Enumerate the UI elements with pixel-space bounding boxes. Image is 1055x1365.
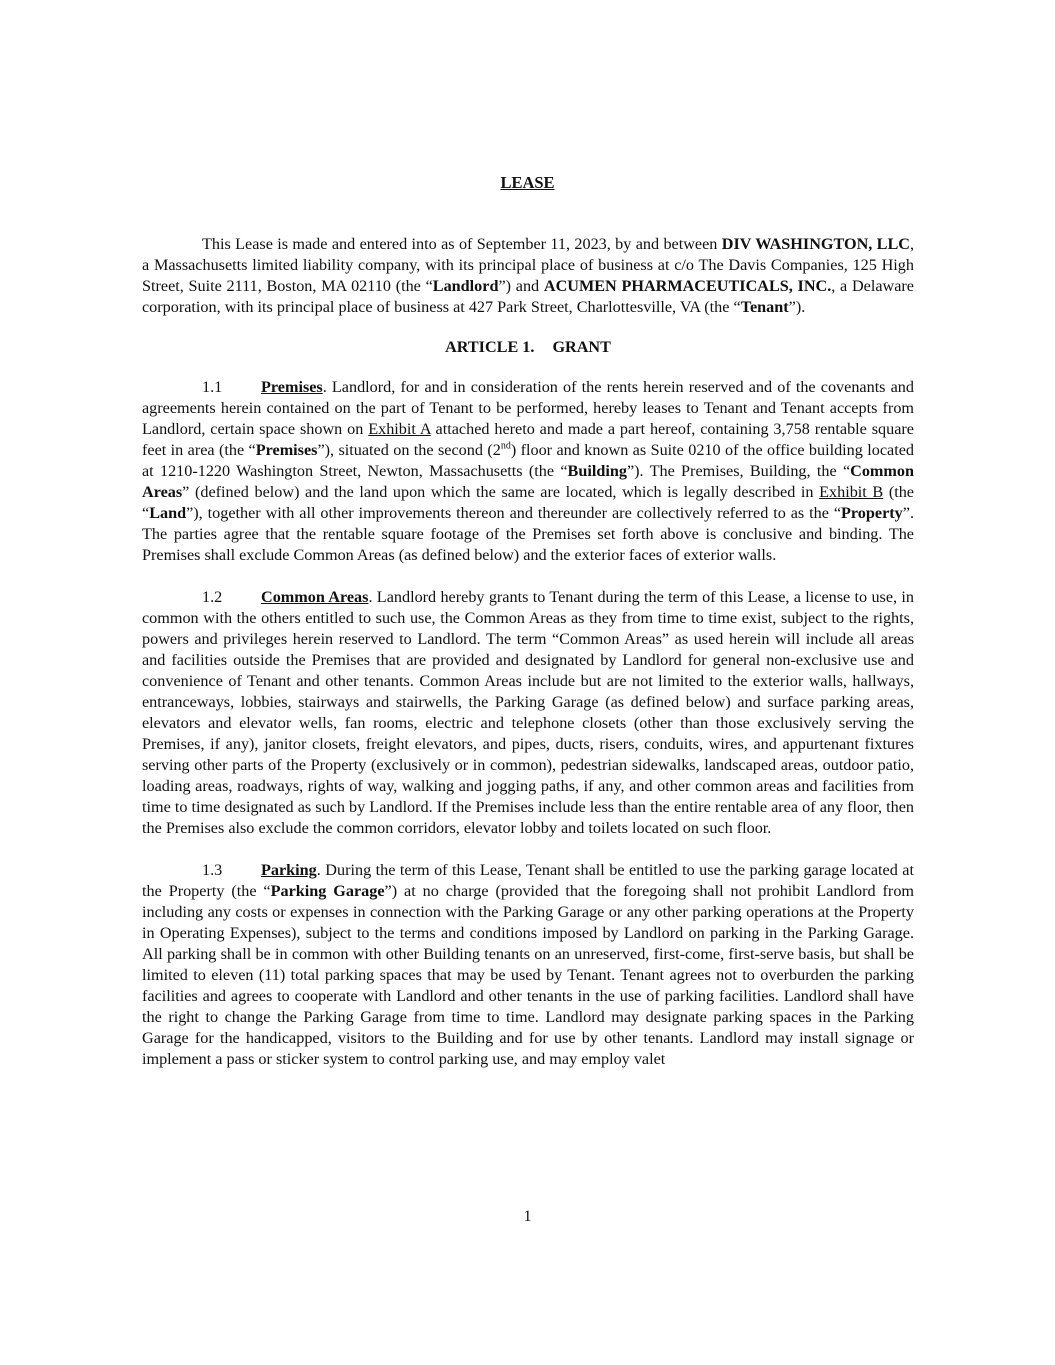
document-body xyxy=(142,234,914,1091)
landlord-name: DIV WASHINGTON, LLC xyxy=(721,235,910,253)
section-1-3 xyxy=(142,860,914,1070)
section-text: . Landlord hereby grants to Tenant during the term of this Lease, a license to use, in common with the others entitled to such use, the Common Areas as they from time to time exist, subject to the rights, powers and privileges herein reserved to Landlord. The term “Common Areas” as used herein will include all areas and facilities outside the Premises that are provided and designated by Landlord for general non-exclusive use and convenience of Tenant and other tenants. Common Areas include but are not limited to the exterior walls, hallways, entranceways, lobbies, stairways and stairwells, the Parking Garage (as defined below) and surface parking areas, elevators and elevator wells, fan rooms, electric and telephone closets (other than those exclusively serving the Premises, if any), janitor closets, freight elevators, and pipes, ducts, risers, conduits, wires, and appurtenant fixtures serving other parts of the Property (exclusively or in common), pedestrian sidewalks, landscaped areas, outdoor patio, loading areas, roadways, rights of way, walking and jogging paths, if any, and other common areas and facilities from time to time designated as such by Landlord. If the Premises include less than the entire rentable area of any floor, then the Premises also exclude the common corridors, elevator lobby and toilets located on such floor. xyxy=(142,588,914,837)
section-text: ” (defined below) and the land upon which the same are located, which is legally described in xyxy=(182,483,820,501)
intro-text: This Lease is made and entered into as of September 11, 2023, by and between xyxy=(202,235,722,253)
exhibit-a-reference: Exhibit A xyxy=(368,420,431,438)
section-text: ”) at no charge (provided that the foregoing shall not prohibit Landlord from including any costs or expenses in connection with the Parking Garage or any other parking operations at the Property in Operating Expenses), subject to the terms and conditions imposed by Landlord on parking in the Parking Garage. All parking shall be in common with other Building tenants on an unreserved, first-come, first-serve basis, but shall be limited to eleven (11) total parking spaces that may be used by Tenant. Tenant agrees not to overburden the parking facilities and agrees to cooperate with Landlord and other tenants in the use of parking facilities. Landlord shall have the right to change the Parking Garage from time to time. Landlord may designate parking spaces in the Parking Garage for the handicapped, visitors to the Building and for use by other tenants. Landlord may install signage or implement a pass or sticker system to control parking use, and may employ valet xyxy=(142,882,915,1068)
section-text: (the “ xyxy=(142,483,914,522)
section-number: 1.2 xyxy=(202,588,223,606)
section-title: Premises xyxy=(261,378,323,396)
intro-paragraph xyxy=(142,234,914,318)
article-name: GRANT xyxy=(552,338,611,356)
section-text: ”), together with all other improvements thereon and thereunder are collectively referred to as the “ xyxy=(186,504,842,522)
defined-term: Building xyxy=(567,462,627,480)
defined-term: Premises xyxy=(255,441,318,459)
section-text: ) floor and known as Suite 0210 of the office building located at 1210-1220 Washington Street, Newton, Massachusetts (the “ xyxy=(142,441,914,480)
section-text: . During the term of this Lease, Tenant shall be entitled to use the parking garage located at the Property (the “ xyxy=(142,861,914,900)
section-text: attached hereto and made a part hereof, containing 3,758 rentable square feet in area (the “ xyxy=(142,420,914,459)
page-number: 1 xyxy=(523,1207,532,1225)
landlord-term: Landlord xyxy=(432,277,499,295)
section-number: 1.3 xyxy=(202,861,223,879)
section-1-2 xyxy=(142,587,914,839)
intro-text: ”) and xyxy=(498,277,544,295)
tenant-name: ACUMEN PHARMACEUTICALS, INC. xyxy=(543,277,832,295)
defined-term: Parking Garage xyxy=(270,882,385,900)
defined-term: Common Areas xyxy=(142,462,914,501)
defined-term: Land xyxy=(149,504,187,522)
intro-text: ”). xyxy=(788,298,806,316)
ordinal-superscript: nd xyxy=(500,440,511,452)
section-number: 1.1 xyxy=(202,378,223,396)
intro-text: , a Delaware corporation, with its principal place of business at 427 Park Street, Charlottesville, VA (the “ xyxy=(142,277,914,316)
section-text: ”), situated on the second (2 xyxy=(317,441,501,459)
section-text: ”. The parties agree that the rentable square footage of the Premises set forth above is conclusive and binding. The Premises shall exclude Common Areas (as defined below) and the exterior faces of exterior walls. xyxy=(142,504,914,564)
section-title: Parking xyxy=(261,861,317,879)
tenant-term: Tenant xyxy=(740,298,789,316)
section-1-1 xyxy=(142,377,914,566)
defined-term: Property xyxy=(841,504,903,522)
section-title: Common Areas xyxy=(261,588,369,606)
article-heading xyxy=(142,337,914,358)
section-text: . Landlord, for and in consideration of the rents herein reserved and of the covenants and agreements herein contained on the part of Tenant to be performed, hereby leases to Tenant and Tenant accepts from Landlord, certain space shown on xyxy=(142,378,914,438)
section-text: ”). The Premises, Building, the “ xyxy=(626,462,851,480)
article-number: ARTICLE 1. xyxy=(445,338,535,356)
intro-text: , a Massachusetts limited liability company, with its principal place of business at c/o The Davis Companies, 125 High Street, Suite 2111, Boston, MA 02110 (the “ xyxy=(142,235,915,295)
document-title: LEASE xyxy=(500,173,555,192)
exhibit-b-reference: Exhibit B xyxy=(819,483,884,501)
